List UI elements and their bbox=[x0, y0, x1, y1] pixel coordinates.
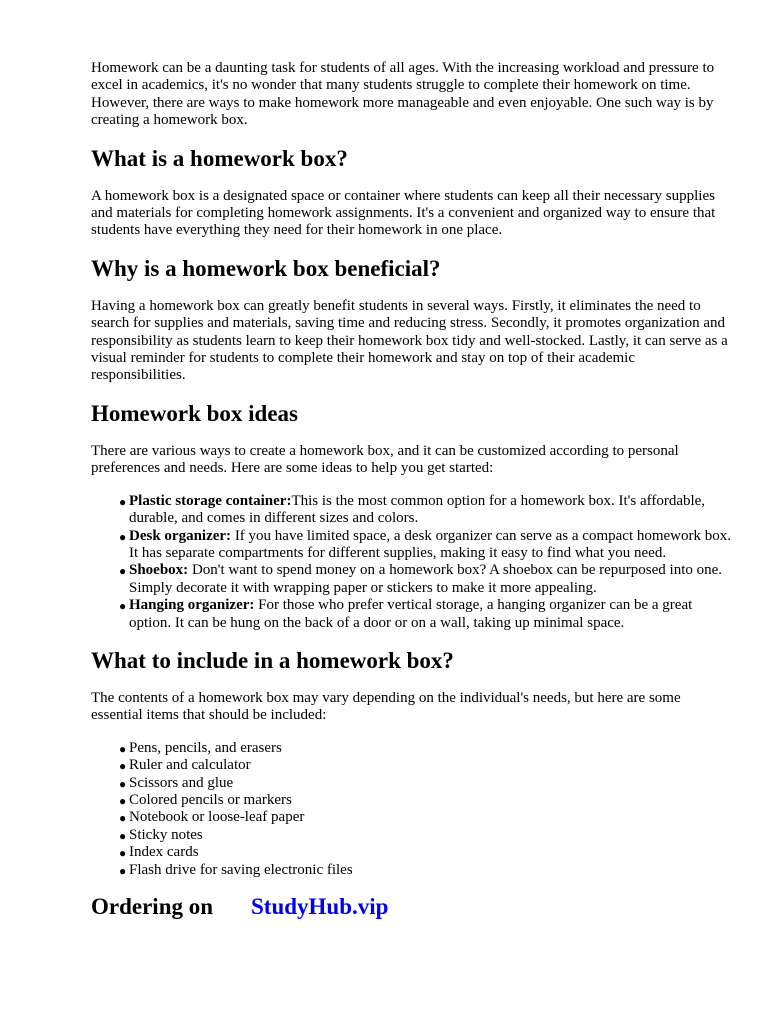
idea-title: Hanging organizer: bbox=[129, 597, 255, 614]
essential-item-text: Scissors and glue bbox=[129, 774, 234, 791]
bullet-icon: ● bbox=[119, 793, 127, 808]
list-item bbox=[119, 597, 731, 632]
list-item bbox=[119, 492, 731, 528]
idea-title: Desk organizer: bbox=[129, 527, 232, 544]
list-item bbox=[119, 844, 731, 861]
ideas-paragraph: There are various ways to create a homework box, and it can be customized according to personal preferences and needs. Here are some ideas to help you get started: bbox=[91, 442, 679, 477]
bullet-icon: ● bbox=[119, 564, 127, 579]
bullet-icon: ● bbox=[119, 863, 127, 878]
heading-why-beneficial: Why is a homework box beneficial? bbox=[91, 255, 441, 281]
bullet-icon: ● bbox=[119, 811, 127, 826]
why-paragraph: Having a homework box can greatly benefit students in several ways. Firstly, it eliminates the need to search for supplies and materials, saving time and reducing stress. Secondly, it promotes organization and responsibility as students learn to keep their homework box tidy and well-stocked. Lastly, it can serve as a visual reminder for students to complete their homework and stay on top of their academic responsibilities. bbox=[91, 297, 728, 384]
idea-text: For those who prefer vertical storage, a hanging organizer can be a great option. It can be hung on the back of a door or on a wall, taking up minimal space. bbox=[129, 597, 693, 631]
essential-item-text: Sticky notes bbox=[129, 826, 203, 843]
studyhub-link[interactable]: StudyHub.vip bbox=[251, 894, 389, 919]
list-item bbox=[119, 739, 731, 757]
bullet-icon: ● bbox=[119, 599, 127, 614]
list-item bbox=[119, 861, 731, 879]
bullet-icon: ● bbox=[119, 741, 127, 756]
ideas-list bbox=[91, 493, 731, 632]
list-item bbox=[119, 757, 731, 774]
heading-what-to-include: What to include in a homework box? bbox=[91, 647, 454, 673]
list-item bbox=[119, 791, 731, 809]
essential-item-text: Pens, pencils, and erasers bbox=[129, 739, 282, 756]
bullet-icon: ● bbox=[119, 776, 127, 791]
ordering-label: Ordering on bbox=[91, 894, 214, 919]
essential-item-text: Index cards bbox=[129, 844, 199, 861]
idea-text: Don't want to spend money on a homework box? A shoebox can be repurposed into one. Simply decorate it with wrapping paper or stickers to make it more appealing. bbox=[129, 562, 723, 596]
document-page bbox=[91, 60, 731, 920]
essential-item-text: Notebook or loose-leaf paper bbox=[129, 809, 305, 826]
bullet-icon: ● bbox=[119, 846, 127, 861]
idea-title: Plastic storage container: bbox=[129, 492, 292, 509]
list-item bbox=[119, 562, 731, 597]
intro-paragraph: Homework can be a daunting task for students of all ages. With the increasing workload and pressure to excel in academics, it's no wonder that many students struggle to complete their homework on time. However, there are ways to make homework more manageable and even enjoyable. One such way is by creating a homework box. bbox=[91, 60, 715, 129]
include-paragraph: The contents of a homework box may vary depending on the individual's needs, but here are some essential items that should be included: bbox=[91, 689, 681, 724]
essentials-list bbox=[91, 740, 731, 879]
idea-text: If you have limited space, a desk organizer can serve as a compact homework box. It has separate compartments for different supplies, making it easy to find what you need. bbox=[129, 527, 732, 561]
essential-item-text: Flash drive for saving electronic files bbox=[129, 861, 353, 878]
list-item bbox=[119, 527, 732, 563]
idea-text: This is the most common option for a homework box. It's affordable, durable, and comes in different sizes and colors. bbox=[129, 492, 706, 527]
bullet-icon: ● bbox=[119, 759, 127, 774]
bullet-icon: ● bbox=[119, 828, 127, 843]
idea-title: Shoebox: bbox=[129, 562, 189, 579]
list-item bbox=[119, 774, 731, 792]
ordering-footer bbox=[91, 894, 731, 920]
list-item bbox=[119, 826, 731, 844]
heading-what-is-homework-box: What is a homework box? bbox=[91, 145, 348, 171]
essential-item-text: Colored pencils or markers bbox=[129, 791, 292, 808]
list-item bbox=[119, 809, 731, 826]
heading-homework-box-ideas: Homework box ideas bbox=[91, 400, 298, 426]
bullet-icon: ● bbox=[119, 494, 127, 509]
essential-item-text: Ruler and calculator bbox=[129, 757, 251, 774]
what-paragraph: A homework box is a designated space or container where students can keep all their necessary supplies and materials for completing homework assignments. It's a convenient and organized way to ensure that students have everything they need for their homework in one place. bbox=[91, 187, 716, 239]
bullet-icon: ● bbox=[119, 529, 127, 544]
